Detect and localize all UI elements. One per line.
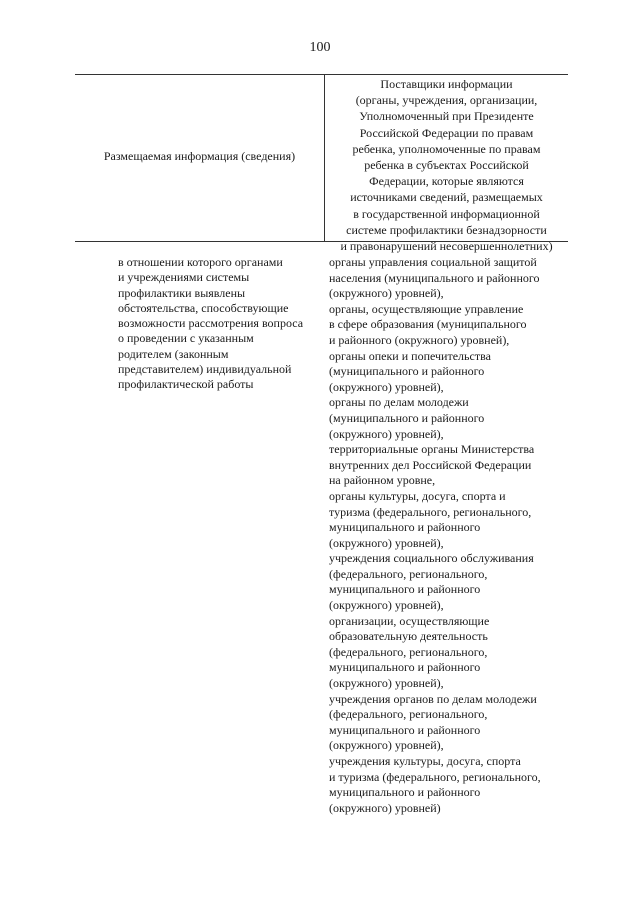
information-text-line: профилактики выявлены: [118, 285, 246, 300]
providers-text-line: органы по делам молодежи: [329, 395, 469, 410]
providers-text-line: (федерального, регионального,: [329, 707, 488, 722]
information-text-line: родителем (законным: [118, 346, 229, 361]
providers-text-line: туризма (федерального, регионального,: [329, 504, 532, 519]
providers-text-line: органы культуры, досуга, спорта и: [329, 488, 506, 503]
column-header-information: Размещаемая информация (сведения): [103, 149, 296, 163]
providers-text-line: и районного (окружного) уровней),: [329, 332, 510, 347]
providers-text-line: (окружного) уровней): [329, 800, 441, 815]
providers-text-line: (муниципального и районного: [329, 364, 485, 379]
row-information-cell: [118, 255, 303, 393]
header-providers-line: Уполномоченный при Президенте: [359, 109, 534, 124]
providers-text-line: (окружного) уровней),: [329, 598, 444, 613]
column-header-providers: [325, 76, 568, 254]
table-top-rule: [75, 74, 568, 75]
header-providers-line: системе профилактики безнадзорности: [346, 222, 547, 237]
providers-text-line: (окружного) уровней),: [329, 738, 444, 753]
providers-text-line: в сфере образования (муниципального: [329, 317, 527, 332]
providers-text-line: органы, осуществляющие управление: [329, 301, 524, 316]
page-number: 100: [309, 40, 331, 55]
information-text-line: обстоятельства, способствующие: [118, 300, 289, 315]
providers-text-line: (окружного) уровней),: [329, 286, 444, 301]
providers-text-line: муниципального и районного: [329, 722, 481, 737]
providers-text-line: муниципального и районного: [329, 520, 481, 535]
providers-text-line: муниципального и районного: [329, 660, 481, 675]
providers-text-line: территориальные органы Министерства: [329, 442, 535, 457]
header-providers-line: Поставщики информации: [380, 77, 513, 91]
information-text-line: представителем) индивидуальной: [118, 362, 292, 377]
information-text-line: профилактической работы: [118, 377, 254, 392]
providers-text-line: и туризма (федерального, регионального,: [329, 769, 541, 784]
providers-text-line: (федерального, регионального,: [329, 566, 488, 581]
providers-text-line: населения (муниципального и районного: [329, 270, 540, 285]
providers-text-line: (окружного) уровней),: [329, 379, 444, 394]
header-providers-line: и правонарушений несовершеннолетних): [340, 239, 553, 254]
providers-text-line: учреждения социального обслуживания: [329, 551, 534, 566]
providers-text-line: внутренних дел Российской Федерации: [329, 457, 532, 472]
header-providers-line: ребенка, уполномоченные по правам: [352, 141, 541, 156]
information-text-line: и учреждениями системы: [118, 270, 250, 285]
providers-text-line: (федерального, регионального,: [329, 644, 488, 659]
providers-text-line: учреждения культуры, досуга, спорта: [329, 754, 521, 768]
providers-text-line: муниципального и районного: [329, 785, 481, 800]
header-providers-line: Федерации, которые являются: [369, 174, 524, 189]
providers-text-line: (окружного) уровней),: [329, 535, 444, 550]
providers-text-line: на районном уровне,: [329, 473, 436, 488]
information-text-line: возможности рассмотрения вопроса: [118, 316, 304, 331]
providers-text-line: (муниципального и районного: [329, 410, 485, 425]
providers-text-line: муниципального и районного: [329, 582, 481, 597]
header-providers-line: Российской Федерации по правам: [359, 125, 534, 140]
providers-text-line: (окружного) уровней),: [329, 676, 444, 691]
header-providers-line: (органы, учреждения, организации,: [355, 93, 538, 108]
providers-text-line: образовательную деятельность: [329, 629, 488, 644]
providers-text-line: органы управления социальной защитой: [329, 255, 537, 269]
information-text-line: в отношении которого органами: [118, 255, 283, 269]
providers-text-line: (окружного) уровней),: [329, 426, 444, 441]
providers-text-line: органы опеки и попечительства: [329, 348, 491, 363]
header-providers-line: в государственной информационной: [353, 206, 540, 221]
header-providers-line: источниками сведений, размещаемых: [350, 190, 543, 205]
information-text-line: о проведении с указанным: [118, 331, 254, 346]
header-providers-line: ребенка в субъектах Российской: [364, 158, 529, 173]
providers-text-line: организации, осуществляющие: [329, 613, 490, 628]
providers-text-line: учреждения органов по делам молодежи: [329, 691, 537, 706]
row-providers-cell: [329, 255, 541, 816]
